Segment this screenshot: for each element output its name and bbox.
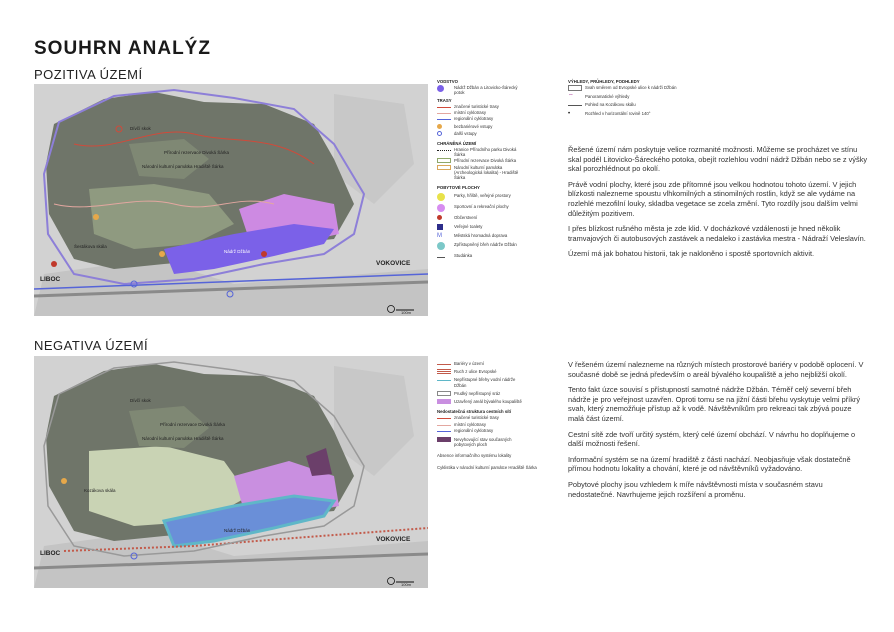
legend-text: Nádrž Džbán a Litovicko-Šárecký potok — [454, 85, 518, 96]
label-vokovice: VOKOVICE — [376, 260, 411, 267]
legend-text: Nepřístupné břehy vodní nádrže Džbán — [454, 377, 516, 388]
negative-legend — [437, 360, 547, 471]
legend-text: Národní kulturní památka (Archeologická lokalita) - Hradiště Šárka — [454, 164, 519, 181]
paragraph: Právě vodní plochy, které jsou zde přítomné jsou velkou hodnotou tohoto území. V jejich blízkosti nalezneme spoustu vlhkomilných a stinomilných rostlin, když se ale vydáme na rozlehlé mezofilní louky, skladba vegetace se zcela změní. Tyto rozdíly jsou dalším velmi důležitým pozitivem. — [568, 179, 858, 218]
legend-group-vyhledy: VÝHLEDY, PRŮHLEDY, PODHLEDY — [568, 79, 640, 84]
legend-text: Svah směrem od Evropské ulice k nádrži Džbán — [585, 85, 677, 91]
paragraph: I přes blízkost rušného města je zde klid. V docházkové vzdálenosti je hned několik tramvajových či autobusových zastávek a nedaleko i zastávka mestra - Nádraží Veleslavín. — [568, 224, 866, 243]
metro-icon: M — [437, 232, 442, 239]
label-liboc: LIBOC — [40, 550, 61, 557]
view-icon: • — [568, 110, 571, 117]
label-rezervace: Přírodní rezervace Divoká Šárka — [160, 422, 226, 427]
legend-text: regionální cyklotrasy — [454, 116, 494, 122]
legend-text: značené turistické trasy — [454, 415, 499, 421]
label-vokovice: VOKOVICE — [376, 536, 411, 543]
legend-text: Občerstvení — [454, 215, 478, 221]
legend-text: Ruch z ulice Evropské — [454, 369, 497, 375]
label-park: Národní kulturní památka Hradiště Šárka — [142, 164, 224, 169]
paragraph: Pobytové plochy jsou vzhledem k míře návštěvnosti místa v současném stavu nedostatečné. Navrhujeme jejich rozšíření a proměnu. — [568, 479, 823, 499]
panorama-icon: ⌔ — [568, 94, 574, 101]
negative-map-graphic — [34, 356, 428, 588]
scale-label: 100m — [401, 310, 412, 315]
legend-text: značené turistické trasy — [454, 103, 499, 109]
paragraph: Cestní sítě zde tvoří určitý systém, který celé území obchází. V návrhu ho doplňujeme o další možnosti řešení. — [568, 429, 856, 449]
legend-text: Bariéry v území — [454, 361, 484, 366]
label-divci-skok: Dívčí skok — [130, 398, 151, 403]
positive-heading: POZITIVA ÚZEMÍ — [34, 67, 143, 82]
legend-text: místní cyklotrasy — [454, 110, 486, 116]
legend-text: Městská hromadná doprava — [454, 232, 508, 238]
label-nadrz: Nádrž Džbán — [224, 528, 251, 533]
negative-map — [34, 356, 428, 588]
legend-text: Sportovní a rekreační plochy — [454, 204, 509, 210]
legend-text: další vstupy — [454, 130, 477, 136]
legend-text: Uzavřený areál bývalého koupaliště — [454, 399, 522, 405]
legend-text: bezbariérové vstupy — [454, 124, 493, 130]
legend-text: Parky, hřiště, veřejné prostory — [454, 193, 511, 199]
legend-text: Nevyhovující stav současných pobytových ploch — [454, 437, 512, 448]
paragraph: Území má jak bohatou historii, tak je nakloněno i spostě sportovních aktivit. — [568, 249, 815, 259]
legend-text: Zpřístupněný břeh nádrže Džbán — [454, 241, 517, 247]
legend-group-struktura: Nedostatečná struktura cestních sítí — [437, 409, 512, 415]
positive-map — [34, 84, 428, 316]
positive-map-graphic — [34, 84, 428, 316]
negative-heading: NEGATIVA ÚZEMÍ — [34, 338, 149, 353]
negative-text — [568, 360, 868, 505]
paragraph: Tento fakt úzce souvisí s přístupností samotné nádrže Džbán. Téměř celý severní břeh nádrže je pro veřejnost uzavřen. Oproti tomu se na jižní části břehu vyskytuje velmi příkrý svah, který znemožňuje přístup až k vodě. Návštěvníkům pro rekreaci tak zbývá pouze malá část území. — [568, 385, 861, 423]
paragraph: Řešené území nám poskytuje velice rozmanité možnosti. Můžeme se procházet ve stínu skal podél Litovicko-Šáreckého potoka, obejít rozlehlou vodní nádrž Džbán nebo se z výšky skal porozhlédnout po okolí. — [568, 145, 868, 174]
label-nadrz: Nádrž Džbán — [224, 249, 251, 254]
legend-text: Absence informačního systému lokality — [437, 453, 512, 459]
legend-text: Rozhled v horizontální rovině 140° — [585, 110, 651, 116]
label-rezervace: Přírodní rezervace Divoká Šárka — [164, 150, 230, 155]
legend-text: Veřejné toalety — [454, 223, 483, 229]
legend-group-trasy: TRASY — [437, 97, 452, 103]
legend-text: Přírodní rezervace Divoká Šárka — [454, 158, 517, 164]
spring-icon — [437, 253, 445, 258]
paragraph: Informační systém se na území hradiště z části nachází. Neobjasňuje však dostatečně přímou hodnotu lokality a chování, které je od návštěvníků vyžadováno. — [568, 454, 851, 474]
label-kozakova: Kozákova skála — [84, 488, 116, 493]
water-swatch — [437, 85, 444, 92]
label-park: Národní kulturní památka Hradiště Šárka — [142, 436, 224, 441]
positive-text — [568, 145, 868, 265]
label-sestakova: Šestákova skála — [74, 244, 107, 249]
label-liboc: LIBOC — [40, 276, 61, 283]
legend-text: Panoramatické výhledy — [585, 94, 630, 100]
legend-row — [437, 85, 547, 95]
legend-text: místní cyklotrasy — [454, 421, 486, 427]
legend-group-vodstvo: VODSTVO — [437, 79, 459, 84]
label-divci-skok: Dívčí skok — [130, 126, 151, 131]
legend-text: Pohled na Kozákovu skálu — [585, 102, 636, 108]
legend-text: Prudký nepřístupný sráz — [454, 390, 501, 396]
positive-legend — [437, 77, 547, 259]
legend-text: Cyklistika v národní kulturní památce Hradiště Šárka — [437, 464, 537, 470]
paragraph: V řešeném území nalezneme na různých místech prostorové bariéry v podobě oplocení. V současné době se jedná především o areál bývalého koupaliště a jeho nejbližší okolí. — [568, 360, 864, 379]
page-title: SOUHRN ANALÝZ — [34, 38, 211, 59]
legend-text: regionální cyklotrasy — [454, 427, 494, 433]
legend-text: Hranice Přírodního parku Divoká Šárka — [454, 147, 517, 158]
legend-group-chranena: CHRÁNĚNÁ ÚZEMÍ — [437, 140, 477, 146]
views-legend — [568, 77, 718, 117]
scale-label: 100m — [401, 582, 412, 587]
legend-group-pobytove: POBYTOVÉ PLOCHY — [437, 185, 480, 191]
legend-text: Studánka — [454, 252, 473, 258]
